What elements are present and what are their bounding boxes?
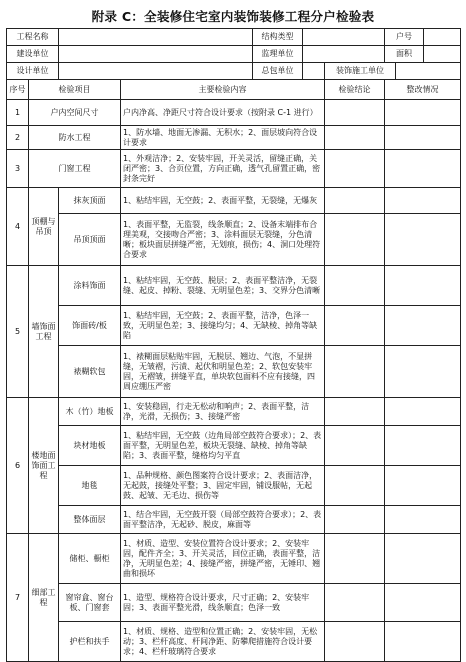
value-owner[interactable] — [59, 46, 253, 63]
table-row — [7, 466, 461, 506]
row-seq: 7 — [7, 534, 29, 662]
label-owner: 建设单位 — [7, 46, 59, 63]
row-content: 1、粘结牢固，无空鼓；2、表面平整，无裂缝，无爆灰 — [121, 188, 325, 214]
row-group: 细部工程 — [29, 534, 59, 662]
row-seq: 4 — [7, 188, 29, 266]
row-subitem: 整体面层 — [59, 506, 121, 534]
value-general-contractor[interactable] — [303, 63, 325, 80]
value-designer[interactable] — [59, 63, 253, 80]
conclusion-cell[interactable] — [325, 266, 385, 306]
conclusion-cell[interactable] — [325, 188, 385, 214]
col-header-rectify: 整改情况 — [385, 80, 461, 100]
rectify-cell[interactable] — [385, 126, 461, 150]
row-subitem: 窗帘盒、窗台板、门窗套 — [59, 584, 121, 622]
label-unit-no: 户号 — [385, 29, 424, 45]
row-seq: 3 — [7, 150, 29, 188]
header-row-2 — [7, 46, 461, 63]
table-row — [7, 534, 461, 584]
form-title: 附录 C：全装修住宅室内装饰装修工程分户检验表 — [91, 9, 375, 24]
row-content: 1、品种规格、颜色图案符合设计要求；2、表面洁净，无起鼓，接缝处平整；3、固定牢固，铺设服帖，无起鼓、起皱、无毛边、损伤等 — [121, 466, 325, 506]
conclusion-cell[interactable] — [325, 398, 385, 426]
rectify-cell[interactable] — [385, 426, 461, 466]
row-content: 1、粘结牢固，无空鼓、脱层；2、表面平整洁净，无裂缝、起皮、掉粉、裂缝、无明显色差；3、交界分色清晰 — [121, 266, 325, 306]
rectify-cell[interactable] — [385, 622, 461, 662]
inspection-table — [6, 28, 461, 662]
rectify-cell[interactable] — [385, 306, 461, 346]
row-subitem: 抹灰顶面 — [59, 188, 121, 214]
table-row — [7, 306, 461, 346]
label-decor-contractor: 装饰施工单位 — [325, 63, 396, 79]
row-subitem: 吊顶顶面 — [59, 214, 121, 266]
row-content: 1、粘结牢固，无空鼓（边角局部空鼓符合要求）；2、表面平整，无明显色差，板块无裂缝、缺棱、掉角等缺陷；3、表面平整，缝格均匀平直 — [121, 426, 325, 466]
row-seq: 2 — [7, 126, 29, 150]
conclusion-cell[interactable] — [325, 306, 385, 346]
rectify-cell[interactable] — [385, 346, 461, 398]
col-header-item: 检验项目 — [29, 80, 121, 100]
conclusion-cell[interactable] — [325, 622, 385, 662]
conclusion-cell[interactable] — [325, 584, 385, 622]
row-item: 户内空间尺寸 — [29, 100, 121, 126]
row-subitem: 地毯 — [59, 466, 121, 506]
row-item: 门窗工程 — [29, 150, 121, 188]
label-designer: 设计单位 — [7, 63, 59, 80]
row-item: 防水工程 — [29, 126, 121, 150]
rectify-cell[interactable] — [385, 534, 461, 584]
table-row — [7, 622, 461, 662]
rectify-cell[interactable] — [385, 466, 461, 506]
value-area[interactable] — [424, 46, 460, 62]
row-subitem: 裱糊软包 — [59, 346, 121, 398]
row-content: 1、材质、造型、安装位置符合设计要求；2、安装牢固，配件齐全；3、开关灵活，回位正确，表面平整，洁净，无明显色差；4、接缝严密，拼缝严密，无锤印、翘曲和损坏 — [121, 534, 325, 584]
value-supervisor[interactable] — [303, 46, 385, 63]
rectify-cell[interactable] — [385, 506, 461, 534]
header-row-1 — [7, 29, 461, 46]
row-subitem: 块材地板 — [59, 426, 121, 466]
value-project-name[interactable] — [59, 29, 253, 46]
row-content: 1、安装稳固，行走无松动和响声；2、表面平整，洁净，光滑，无损伤；3、接缝严密 — [121, 398, 325, 426]
rectify-cell[interactable] — [385, 100, 461, 126]
row-group: 墙饰面工程 — [29, 266, 59, 398]
area-cell — [385, 46, 461, 63]
row-content: 1、防水墙、地面无渗漏、无积水；2、面层坡向符合设计要求 — [121, 126, 325, 150]
row-group: 楼地面饰面工程 — [29, 398, 59, 534]
row-seq: 1 — [7, 100, 29, 126]
conclusion-cell[interactable] — [325, 150, 385, 188]
table-row — [7, 100, 461, 126]
row-subitem: 储柜、橱柜 — [59, 534, 121, 584]
row-subitem: 木（竹）地板 — [59, 398, 121, 426]
conclusion-cell[interactable] — [325, 534, 385, 584]
value-unit-no[interactable] — [424, 29, 460, 45]
header-row-3 — [7, 63, 461, 80]
label-project-name: 工程名称 — [7, 29, 59, 46]
table-row — [7, 398, 461, 426]
conclusion-cell[interactable] — [325, 214, 385, 266]
table-row — [7, 150, 461, 188]
table-row — [7, 346, 461, 398]
rectify-cell[interactable] — [385, 584, 461, 622]
value-decor-contractor[interactable] — [396, 63, 460, 79]
label-area: 面积 — [385, 46, 424, 62]
rectify-cell[interactable] — [385, 214, 461, 266]
rectify-cell[interactable] — [385, 188, 461, 214]
table-row — [7, 426, 461, 466]
table-row — [7, 188, 461, 214]
row-seq: 6 — [7, 398, 29, 534]
rectify-cell[interactable] — [385, 150, 461, 188]
row-content: 1、表面平整，无监裂，线条顺直；2、设备末端排布合理美观，交接吻合严密；3、涂料面层无裂缝，分色清晰；板块面层拼缝严密，无划痕，损伤；4、洞口处理符合要求 — [121, 214, 325, 266]
column-header-row — [7, 80, 461, 100]
table-row — [7, 214, 461, 266]
conclusion-cell[interactable] — [325, 100, 385, 126]
row-content: 1、材质、规格、造型和位置正确；2、安装牢固，无松动；3、栏杆高度、杆间净距、防攀爬措施符合设计要求；4、栏杆玻璃符合要求 — [121, 622, 325, 662]
table-row — [7, 266, 461, 306]
col-header-conclusion: 检验结论 — [325, 80, 385, 100]
conclusion-cell[interactable] — [325, 346, 385, 398]
conclusion-cell[interactable] — [325, 126, 385, 150]
row-content: 1、外观洁净；2、安装牢固，开关灵活，留缝正确，关闭严密；3、合页位置，方向正确，透气孔留置正确，密封条完好 — [121, 150, 325, 188]
conclusion-cell[interactable] — [325, 466, 385, 506]
row-subitem: 饰面砖/板 — [59, 306, 121, 346]
row-subitem: 护栏和扶手 — [59, 622, 121, 662]
row-group: 顶棚与吊顶 — [29, 188, 59, 266]
row-content: 1、裱糊面层粘贴牢固，无脱层、翘边、气泡，不显拼缝，无皱褶，污渍、起伏和明显色差；2、软包安装牢固，无褶皱，拼缝平直，单块软包面料不应有接缝，四周应绷压严密 — [121, 346, 325, 398]
row-seq: 5 — [7, 266, 29, 398]
row-content: 户内净高、净距尺寸符合设计要求（按附录 C-1 进行） — [121, 100, 325, 126]
row-content: 1、结合牢固，无空鼓开裂（局部空鼓符合要求）；2、表面平整洁净，无起砂、脱皮，麻面等 — [121, 506, 325, 534]
rectify-cell[interactable] — [385, 398, 461, 426]
table-row — [7, 126, 461, 150]
table-row — [7, 506, 461, 534]
conclusion-cell[interactable] — [325, 506, 385, 534]
unit-no-cell — [385, 29, 461, 46]
label-supervisor: 监理单位 — [253, 46, 303, 63]
rectify-cell[interactable] — [385, 266, 461, 306]
table-row — [7, 584, 461, 622]
conclusion-cell[interactable] — [325, 426, 385, 466]
value-structure-type[interactable] — [303, 29, 385, 46]
col-header-content: 主要检验内容 — [121, 80, 325, 100]
row-content: 1、粘结牢固，无空鼓；2、表面平整，洁净，色泽一致，无明显色差；3、接缝均匀；4、无缺棱、掉角等缺陷 — [121, 306, 325, 346]
row-subitem: 涂料饰面 — [59, 266, 121, 306]
decor-contractor-cell — [325, 63, 461, 80]
label-general-contractor: 总包单位 — [253, 63, 303, 80]
row-content: 1、造型、规格符合设计要求，尺寸正确；2、安装牢固；3、表面平整光滑，线条顺直；色泽一致 — [121, 584, 325, 622]
label-structure-type: 结构类型 — [253, 29, 303, 46]
col-header-seq: 序号 — [7, 80, 29, 100]
